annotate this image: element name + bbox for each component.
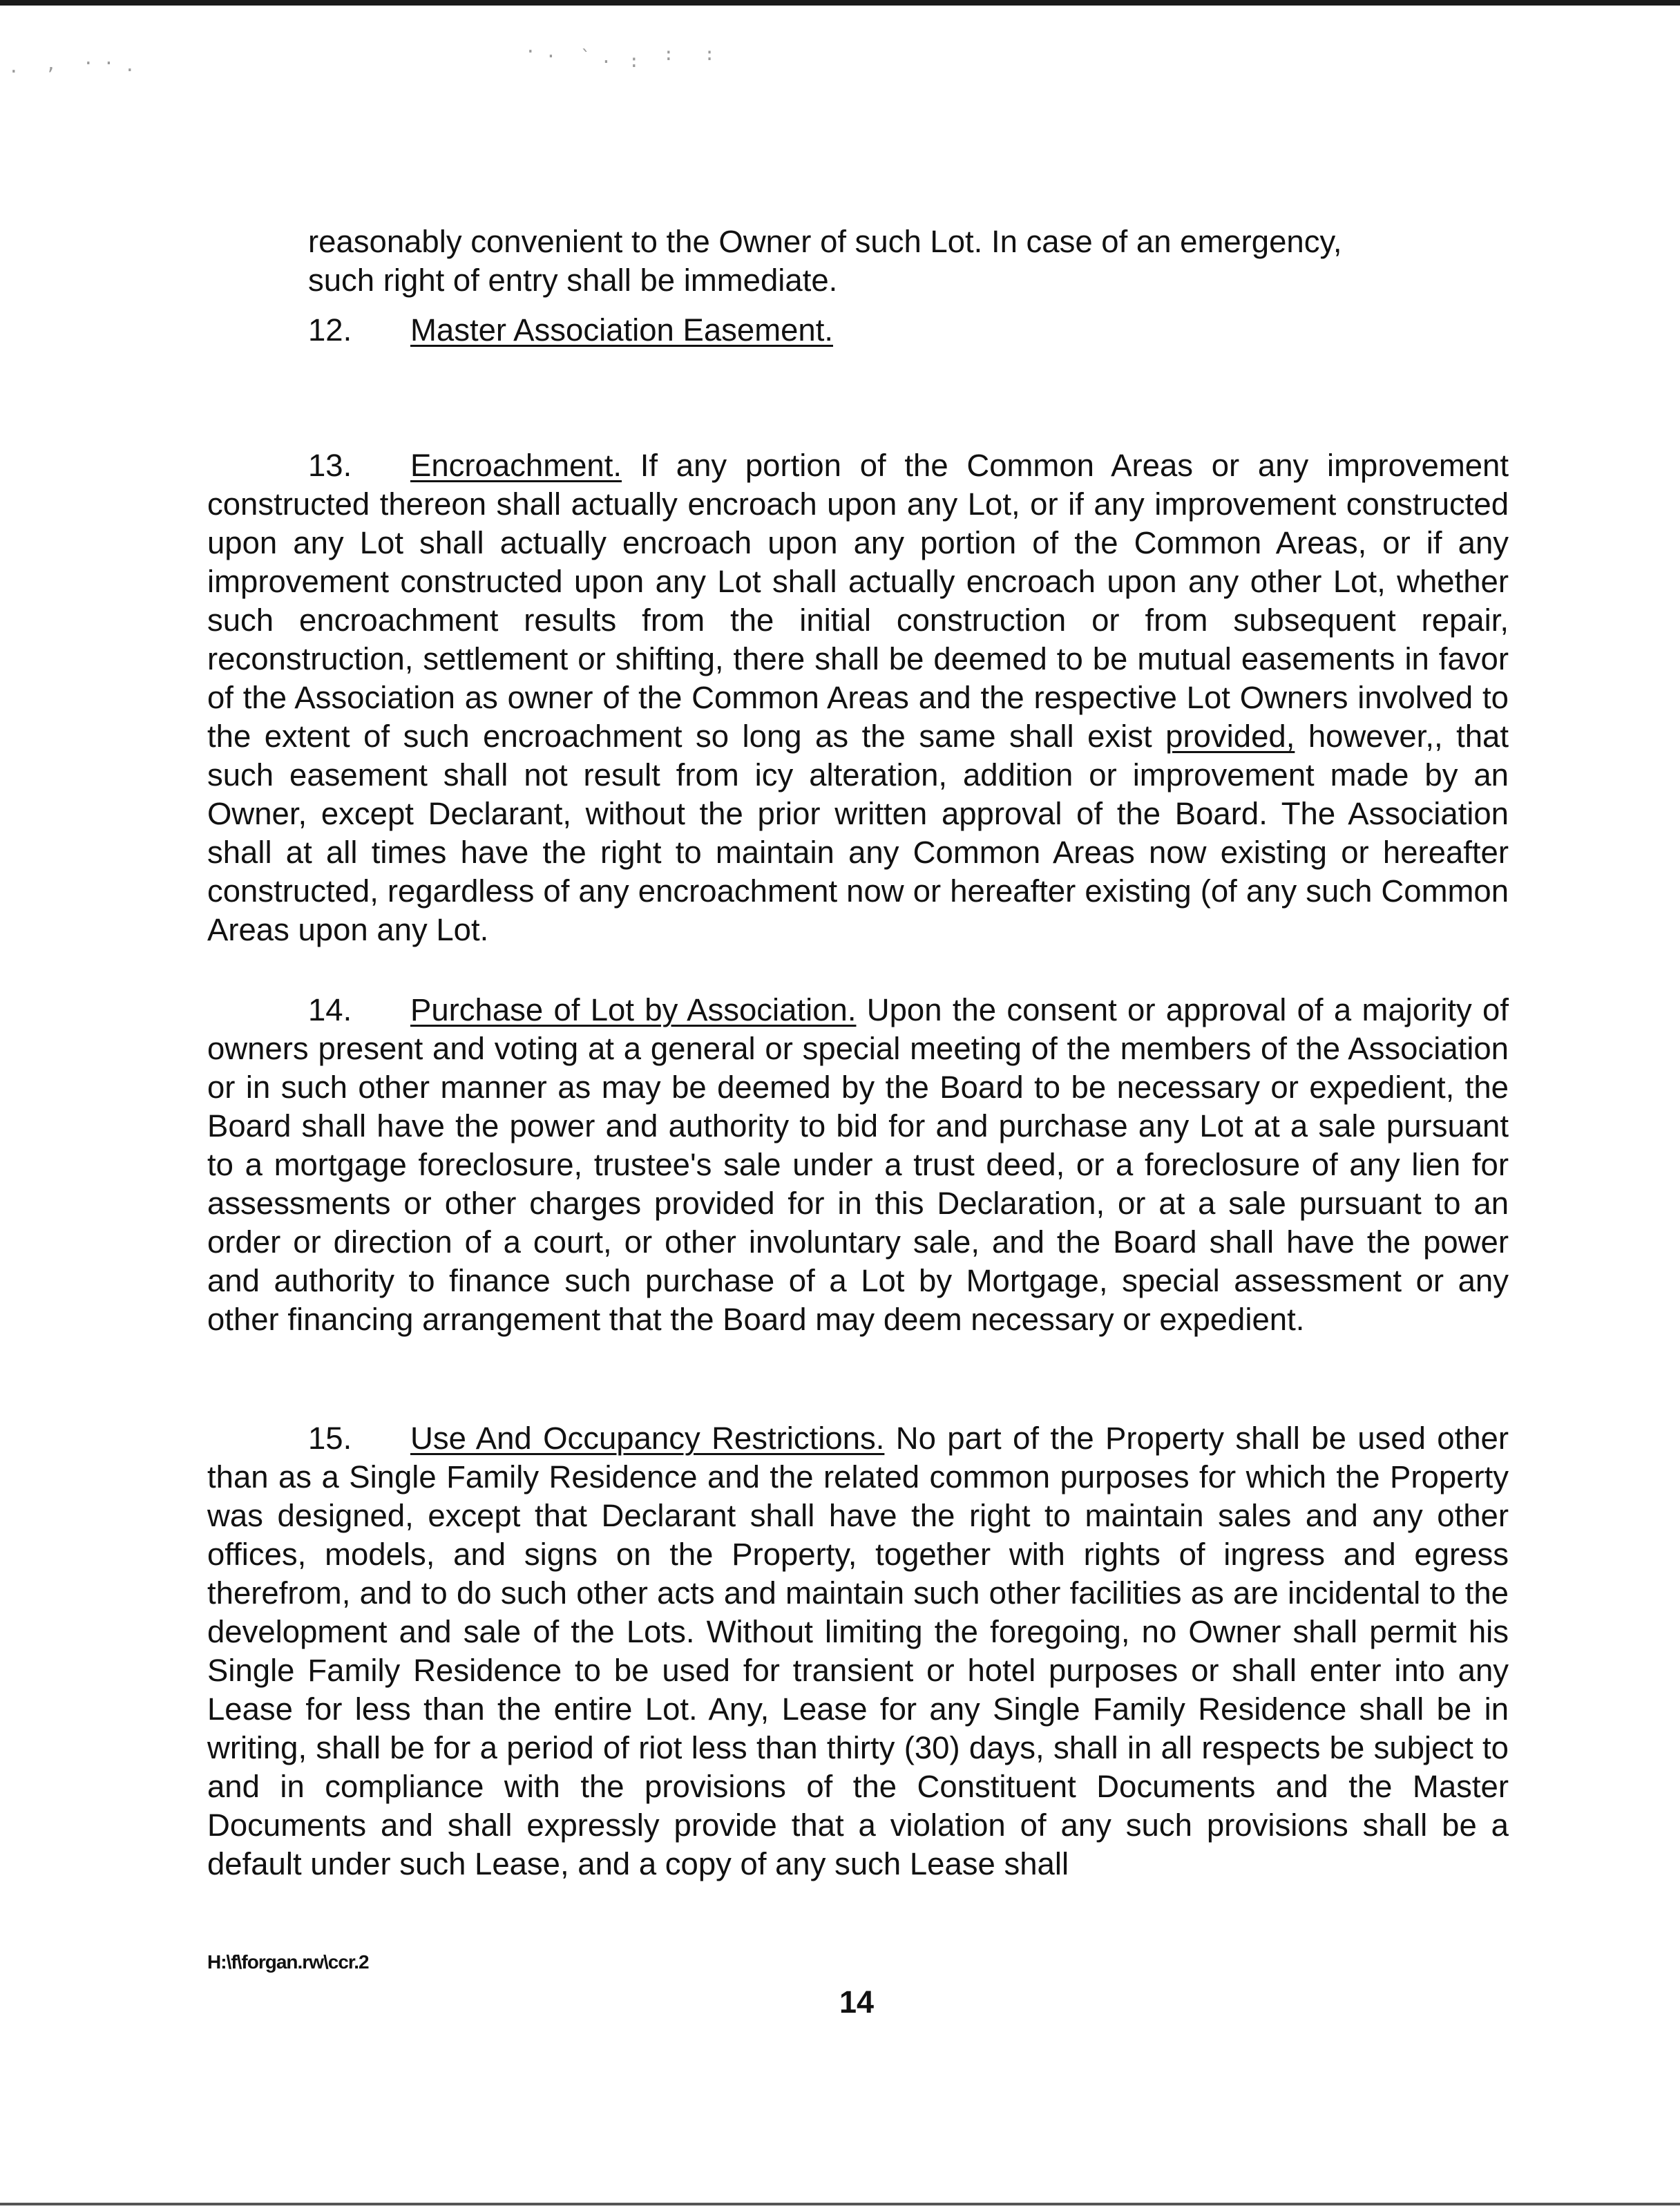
section-13-paragraph xyxy=(207,446,1509,949)
page-number: 14 xyxy=(839,1984,875,2020)
section-13-number: 13. xyxy=(308,448,352,483)
section-14-number: 14. xyxy=(308,992,352,1027)
continuation-paragraph xyxy=(308,222,1413,300)
section-14-body: Upon the consent or approval of a majority of owners present and voting at a general or special meeting of the members of the Association or in such other manner as may be deemed by the Board to be necessary or expedient, the Board shall have the power and authority to bid for and purchase any Lot at a sale pursuant to a mortgage foreclosure, trustee's sale under a trust deed, or a foreclosure of any lien for assessments or other charges provided for in this Declaration, or at a sale pursuant to an order or direction of a court, or other involuntary sale, and the Board shall have the power and authority to finance such purchase of a Lot by Mortgage, special assessment or any other financing arrangement that the Board may deem necessary or expedient. xyxy=(207,992,1509,1337)
section-15-number: 15. xyxy=(308,1421,352,1456)
section-12 xyxy=(308,311,833,350)
continuation-line-1: reasonably convenient to the Owner of such Lot. In case of an emergency, xyxy=(308,224,1342,259)
section-14-heading: Purchase of Lot by Association. xyxy=(410,992,857,1027)
section-14-paragraph xyxy=(207,991,1509,1339)
section-15-paragraph xyxy=(207,1419,1509,1883)
section-12-number: 12. xyxy=(308,312,352,348)
section-15 xyxy=(207,1419,1509,1883)
top-scan-edge xyxy=(0,0,1680,6)
section-13-body: If any portion of the Common Areas or any improvement constructed thereon shall actually encroach upon any Lot, or if any improvement constructed upon any Lot shall actually encroach upon any portion of the Common Areas, or if any improvement constructed upon any Lot shall actually encroach upon any other Lot, whether such encroachment results from the initial construction or from subsequent repair, reconstruction, settlement or shifting, there shall be deemed to be mutual easements in favor of the Association as owner of the Common Areas and the respective Lot Owners involved to the extent of such encroachment so long as the same shall exist xyxy=(207,448,1509,754)
section-15-body: No part of the Property shall be used other than as a Single Family Residence and the related common purposes for which the Property was designed, except that Declarant shall have the right to maintain sales and any other offices, models, and signs on the Property, together with rights of ingress and egress therefrom, and to do such other acts and maintain such other facilities as are incidental to the development and sale of the Lots. Without limiting the foregoing, no Owner shall permit his Single Family Residence to be used for transient or hotel purposes or shall enter into any Lease for less than the entire Lot. Any, Lease for any Single Family Residence shall be in writing, shall be for a period of riot less than thirty (30) days, shall in all respects be subject to and in compliance with the provisions of the Constituent Documents and the Master Documents and shall expressly provide that a violation of any such provisions shall be a default under such Lease, and a copy of any such Lease shall xyxy=(207,1421,1509,1881)
section-13-body-after: however,, that such easement shall not result from icy alteration, addition or improvement made by an Owner, except Declarant, without the prior written approval of the Board. The Association shall at all times have the right to maintain any Common Areas now existing or hereafter constructed, regardless of any encroachment now or hereafter existing (of any such Common Areas upon any Lot. xyxy=(207,719,1509,947)
scan-noise: . , .. . ·. `. : : : xyxy=(8,41,725,77)
section-13-emphasis: provided, xyxy=(1165,719,1295,754)
footer-file-path: H:\f\forgan.rw\ccr.2 xyxy=(207,1951,369,1973)
section-15-heading: Use And Occupancy Restrictions. xyxy=(410,1421,885,1456)
section-12-heading: Master Association Easement. xyxy=(410,312,834,348)
section-14 xyxy=(207,991,1509,1339)
continuation-line-2: such right of entry shall be immediate. xyxy=(308,263,838,298)
section-13-heading: Encroachment. xyxy=(410,448,622,483)
bottom-scan-edge xyxy=(0,2203,1680,2205)
section-13 xyxy=(207,446,1509,949)
